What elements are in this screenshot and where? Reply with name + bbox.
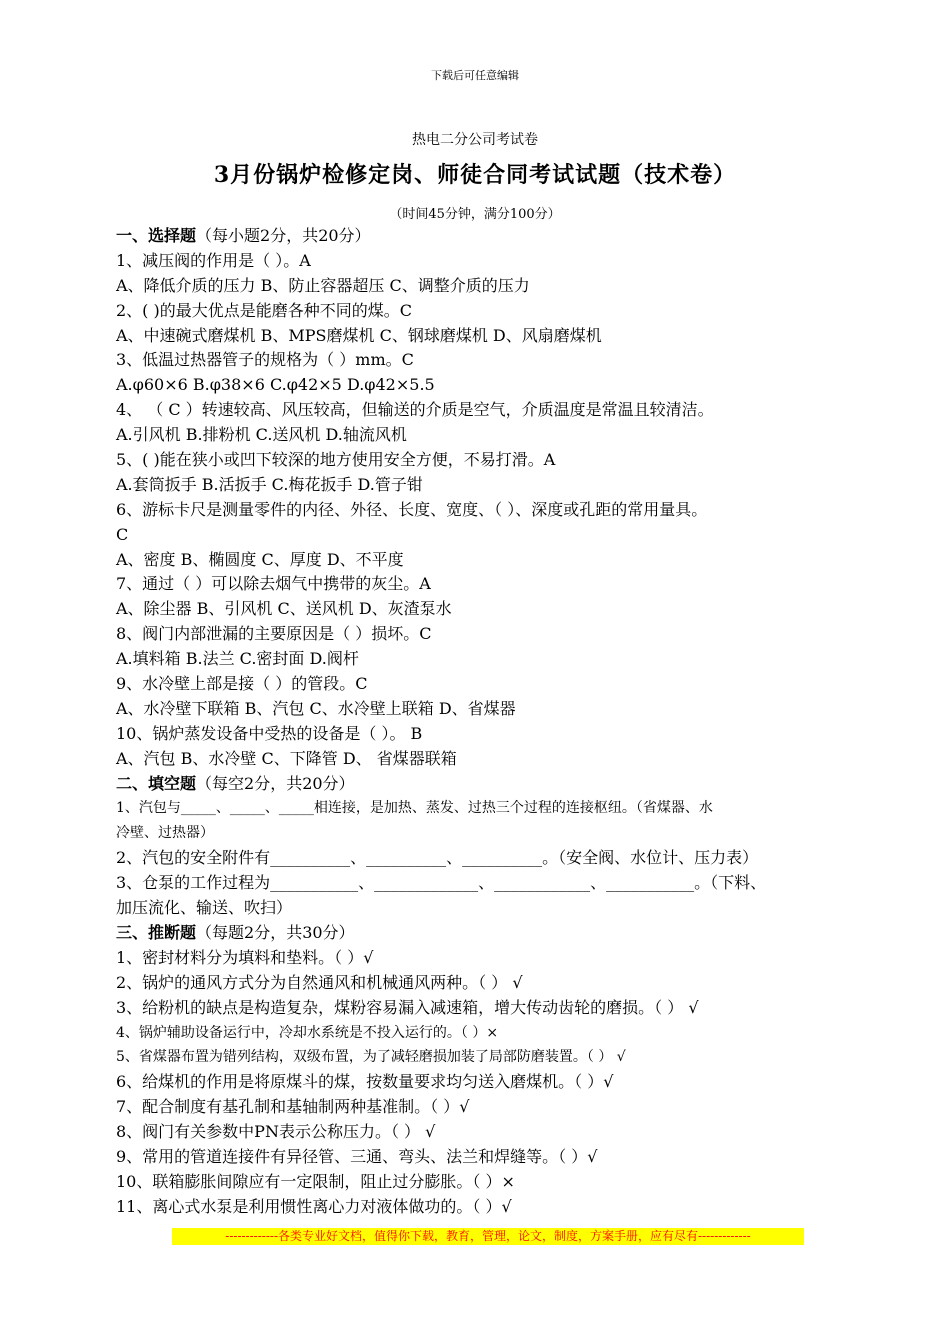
question-line: A、除尘器 B、引风机 C、送风机 D、灰渣泵水 (116, 599, 452, 619)
top-note: 下载后可任意编辑 (431, 69, 519, 82)
question-line: 3、仓泵的工作过程为___________、_____________、____________、___________。（下料、 (116, 873, 767, 893)
section-heading (116, 772, 876, 797)
company-name: 热电二分公司考试卷 (412, 132, 538, 148)
question-line: A.填料箱 B.法兰 C.密封面 D.阀杆 (116, 649, 359, 669)
question-line: 7、配合制度有基孔制和基轴制两种基准制。（ ）√ (116, 1097, 470, 1117)
question-line: 6、给煤机的作用是将原煤斗的煤，按数量要求均匀送入磨煤机。（ ）√ (116, 1072, 614, 1092)
exam-subtitle: （时间45分钟，满分100分） (389, 207, 561, 222)
section-heading (116, 921, 876, 946)
question-line: 3、给粉机的缺点是构造复杂，煤粉容易漏入减速箱，增大传动齿轮的磨损。（ ） √ (116, 997, 699, 1017)
question-line: 1、减压阀的作用是（ ）。A (116, 250, 311, 270)
question-line: A.套筒扳手 B.活扳手 C.梅花扳手 D.管子钳 (116, 474, 423, 494)
question-line: 9、水冷壁上部是接（ ）的管段。C (116, 674, 368, 694)
question-line: C (116, 524, 129, 544)
exam-title: 3月份锅炉检修定岗、师徒合同考试试题（技术卷） (213, 162, 737, 188)
section-note: （每小题2分，共20分） (196, 226, 371, 245)
question-line: 5、( )能在狭小或凹下较深的地方使用安全方便，不易打滑。A (116, 450, 556, 470)
question-line: 1、密封材料分为填料和垫料。（ ）√ (116, 947, 374, 967)
question-line: 10、锅炉蒸发设备中受热的设备是（ ）。 B (116, 723, 423, 743)
question-line: 8、阀门有关参数中PN表示公称压力。（ ） √ (116, 1122, 436, 1142)
question-line: 2、( )的最大优点是能磨各种不同的煤。C (116, 300, 412, 320)
section-title: 二、填空题 (116, 773, 197, 793)
question-line: 5、省煤器布置为错列结构，双级布置，为了减轻磨损加装了局部防磨装置。（ ） √ (116, 1049, 626, 1066)
question-line: A、降低介质的压力 B、防止容器超压 C、调整介质的压力 (116, 275, 530, 295)
question-line: A、水冷壁下联箱 B、汽包 C、水冷壁上联箱 D、省煤器 (116, 698, 516, 718)
question-line: A.引风机 B.排粉机 C.送风机 D.轴流风机 (116, 425, 407, 445)
question-line: 2、汽包的安全附件有__________、__________、__________。（安全阀、水位计、压力表） (116, 848, 759, 868)
question-line: 9、常用的管道连接件有异径管、三通、弯头、法兰和焊缝等。（ ）√ (116, 1146, 598, 1166)
question-line: 2、锅炉的通风方式分为自然通风和机械通风两种。（ ） √ (116, 972, 523, 992)
question-line: 加压流化、输送、吹扫） (116, 898, 293, 918)
question-line: A、中速碗式磨煤机 B、MPS磨煤机 C、钢球磨煤机 D、风扇磨煤机 (116, 325, 602, 345)
question-line: 4、锅炉辅助设备运行中，冷却水系统是不投入运行的。（ ）× (116, 1024, 499, 1041)
section-title: 一、选择题 (116, 226, 197, 245)
section-note: （每题2分，共30分） (196, 922, 355, 942)
question-line: 冷壁、过热器） (116, 825, 214, 842)
question-line: 4、 （ C ）转速较高、风压较高，但输送的介质是空气，介质温度是常温且较清洁。 (116, 400, 714, 420)
question-line: 10、联箱膨胀间隙应有一定限制，阻止过分膨胀。（ ）× (116, 1171, 515, 1191)
question-line: A、汽包 B、水冷壁 C、下降管 D、 省煤器联箱 (116, 748, 457, 768)
question-line: 11、离心式水泵是利用惯性离心力对液体做功的。（ ）√ (116, 1196, 512, 1216)
exam-body (116, 224, 876, 1220)
question-line: A、密度 B、椭圆度 C、厚度 D、不平度 (116, 549, 404, 569)
section-note: （每空2分，共20分） (196, 773, 355, 793)
section-title: 三、推断题 (116, 922, 197, 942)
question-line: 1、汽包与_____、_____、_____相连接，是加热、蒸发、过热三个过程的连接枢纽。（省煤器、水 (116, 800, 713, 817)
question-line: 7、通过（ ）可以除去烟气中携带的灰尘。A (116, 574, 431, 594)
section-heading (116, 224, 876, 249)
question-line: A.φ60×6 B.φ38×6 C.φ42×5 D.φ42×5.5 (116, 375, 435, 395)
footer-banner: -------------各类专业好文档，值得你下载，教育，管理，论文，制度，方案手册，应有尽有------------- (172, 1228, 804, 1245)
question-line: 6、游标卡尺是测量零件的内径、外径、长度、宽度、（ ）、深度或孔距的常用量具。 (116, 499, 708, 519)
question-line: 8、阀门内部泄漏的主要原因是（ ）损坏。C (116, 624, 432, 644)
question-line: 3、低温过热器管子的规格为（ ）mm。C (116, 350, 414, 370)
